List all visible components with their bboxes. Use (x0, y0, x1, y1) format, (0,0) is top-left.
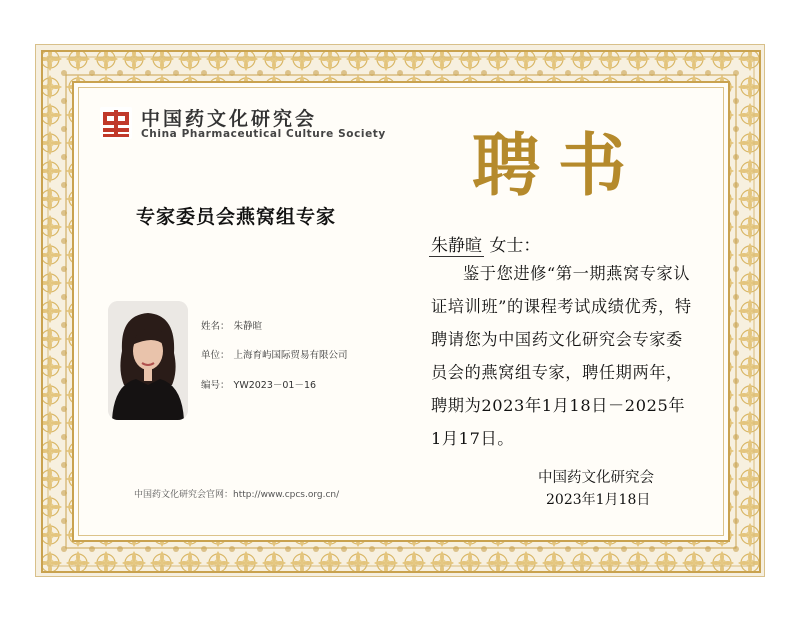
unit-value: 上海育屿国际贸易有限公司 (233, 350, 348, 361)
position-title: 专家委员会燕窝组专家 (136, 206, 337, 228)
recipient-name: 朱静暄 (431, 236, 482, 256)
society-logo-icon (100, 107, 132, 139)
info-number-row (201, 377, 316, 391)
recipient-title: 女士： (484, 236, 541, 256)
body-text: 鉴于您进修“第一期燕窝专家认证培训班”的课程考试成绩优秀，特聘请您为中国药文化研究会专家委员会的燕窝组专家，聘任期两年，聘期为2023年1月18日－2025年1月17日。 (431, 264, 692, 448)
unit-label: 单位： (201, 350, 230, 361)
info-unit-row (201, 347, 348, 361)
organization-name-en: China Pharmaceutical Culture Society (141, 128, 386, 140)
info-name-row (201, 318, 262, 332)
recipient-line (429, 231, 540, 256)
name-label: 姓名： (201, 321, 230, 332)
number-label: 编号： (201, 380, 230, 391)
organization-name-cn: 中国药文化研究会 (141, 108, 318, 130)
portrait-photo (108, 301, 188, 420)
name-value: 朱静暄 (233, 321, 263, 332)
certificate-title: 聘书 (472, 126, 645, 206)
number-value: YW2023－01－16 (233, 380, 317, 391)
issue-date: 2023年1月18日 (546, 492, 651, 508)
website-text: 中国药文化研究会官网：http://www.cpcs.org.cn/ (134, 490, 340, 500)
issuer-name: 中国药文化研究会 (538, 470, 654, 486)
